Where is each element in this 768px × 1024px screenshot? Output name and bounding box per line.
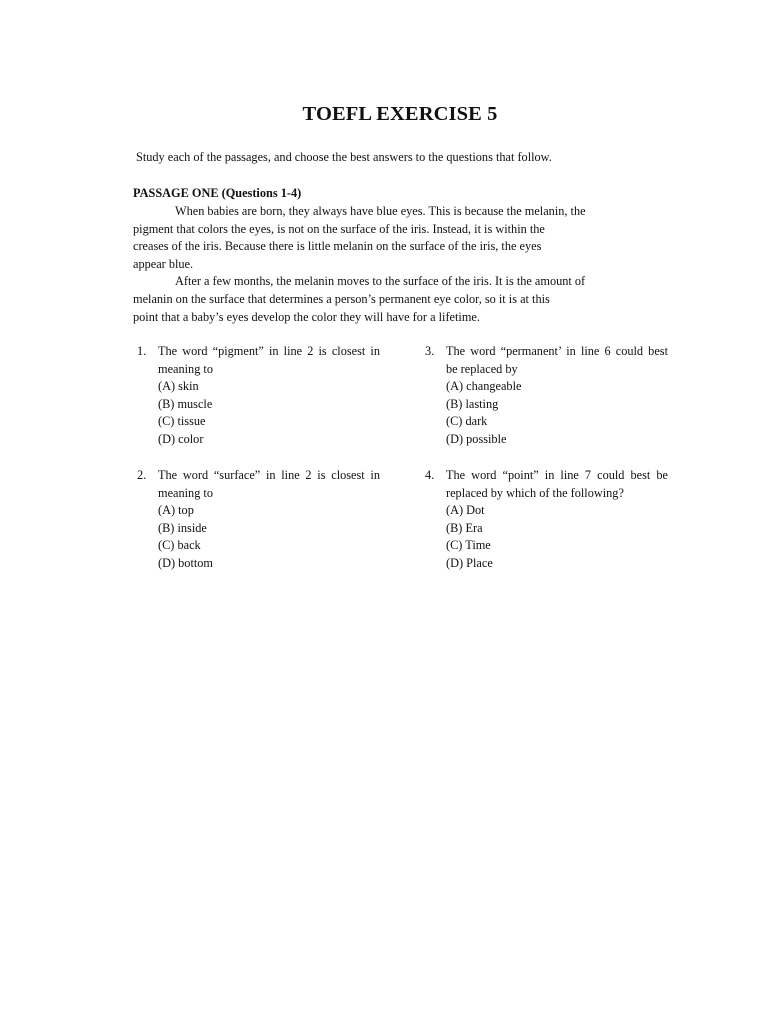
answer-option[interactable]: (A) top: [158, 503, 194, 518]
question-stem: [446, 343, 668, 378]
answer-option[interactable]: (B) lasting: [446, 396, 499, 411]
answer-option[interactable]: (C) back: [158, 538, 201, 553]
answer-option[interactable]: (B) Era: [446, 520, 483, 535]
question-stem-line: meaning to: [158, 361, 213, 376]
answer-option[interactable]: (D) Place: [446, 555, 493, 570]
question-number: 1.: [137, 344, 147, 358]
answer-option[interactable]: (B) muscle: [158, 396, 213, 411]
question-number: 2.: [137, 468, 147, 482]
answer-option[interactable]: (D) color: [158, 431, 204, 446]
answer-option[interactable]: (C) dark: [446, 414, 488, 429]
answer-option[interactable]: (D) possible: [446, 431, 507, 446]
passage-line: melanin on the surface that determines a person’s permanent eye color, so it is at this: [133, 291, 550, 306]
passage-line: After a few months, the melanin moves to the surface of the iris. It is the amount of: [175, 274, 586, 289]
question-stem-line: The word “pigment” in line 2 is closest in: [158, 344, 380, 358]
answer-option[interactable]: (A) skin: [158, 379, 199, 394]
question-stem-line: replaced by which of the following?: [446, 485, 624, 500]
passage-body: [133, 203, 623, 326]
question-stem-line: The word “point” in line 7 could best be: [446, 468, 668, 482]
answer-option[interactable]: (C) tissue: [158, 414, 206, 429]
question-number: 4.: [425, 468, 435, 482]
passage-heading: PASSAGE ONE (Questions 1-4): [133, 186, 302, 200]
passage-line: pigment that colors the eyes, is not on the surface of the iris. Instead, it is within the: [133, 221, 545, 236]
instructions-text: Study each of the passages, and choose the best answers to the questions that follow.: [136, 150, 552, 164]
question-stem-line: The word “surface” in line 2 is closest in: [158, 468, 380, 482]
question-stem: [446, 467, 668, 502]
question-stem-line: be replaced by: [446, 361, 518, 376]
question-stem: [158, 343, 380, 378]
passage-line: appear blue.: [133, 256, 194, 271]
answer-option[interactable]: (D) bottom: [158, 555, 213, 570]
passage-line: When babies are born, they always have blue eyes. This is because the melanin, the: [175, 204, 586, 218]
question-number: 3.: [425, 344, 435, 358]
passage-line: point that a baby’s eyes develop the color they will have for a lifetime.: [133, 309, 480, 324]
answer-option[interactable]: (A) Dot: [446, 503, 485, 518]
question-stem: [158, 467, 380, 502]
passage-line: creases of the iris. Because there is little melanin on the surface of the iris, the eyes: [133, 239, 542, 254]
question-stem-line: meaning to: [158, 485, 213, 500]
question-stem-line: The word “permanent’ in line 6 could best: [446, 344, 668, 358]
answer-option[interactable]: (A) changeable: [446, 379, 522, 394]
answer-option[interactable]: (C) Time: [446, 538, 491, 553]
page-title: TOEFL EXERCISE 5: [302, 103, 498, 125]
answer-option[interactable]: (B) inside: [158, 520, 207, 535]
